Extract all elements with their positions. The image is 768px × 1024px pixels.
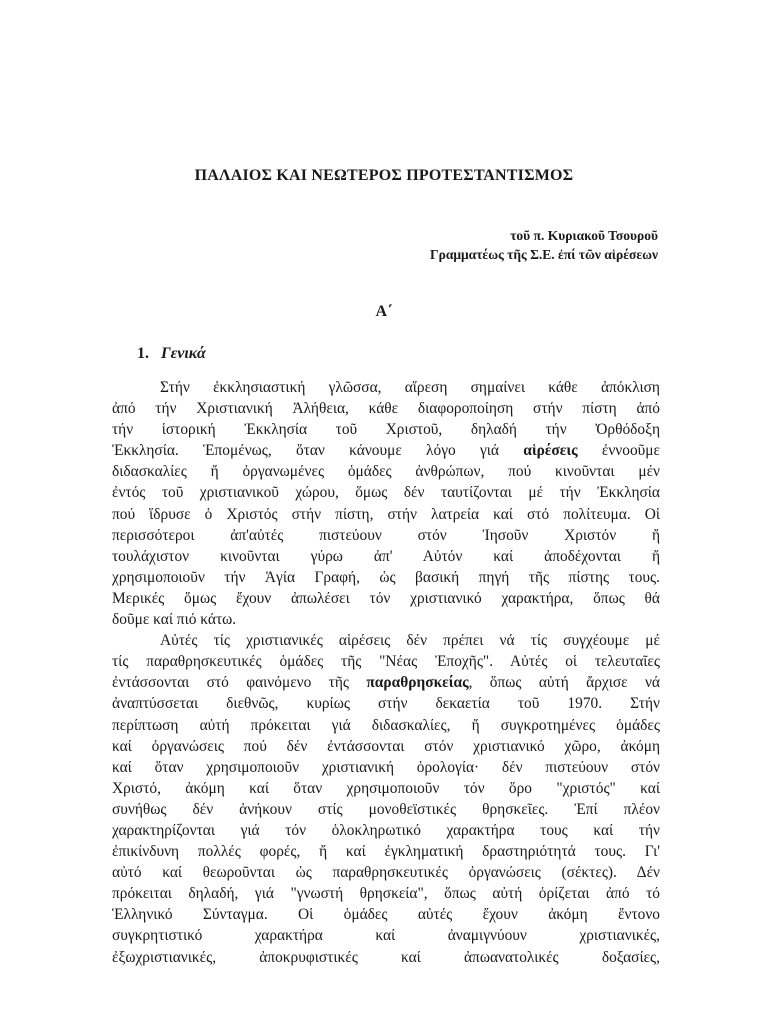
body-line: Ἐκκλησία. Ἑπομένως, ὅταν κάνουμε λόγο γιά αἱρέσεις ἐννοοῦμε xyxy=(112,442,660,460)
body-line: ἐντάσσονται στό φαινόμενο τῆς παραθρησκείας, ὅπως αὐτή ἄρχισε νά xyxy=(112,674,660,692)
author-block xyxy=(430,226,658,264)
document-title: ΠΑΛΑΙΟΣ ΚΑΙ ΝΕΩΤΕΡΟΣ ΠΡΟΤΕΣΤΑΝΤΙΣΜΟΣ xyxy=(194,167,574,184)
section-heading xyxy=(137,345,206,363)
body-line: ἀναπτύσσεται διεθνῶς, κυρίως στήν δεκαετία τοῦ 1970. Στήν xyxy=(112,695,660,713)
body-line: συνήθως δέν ἀνήκουν στίς μονοθεϊστικές θρησκεῖες. Ἐπί πλέον xyxy=(112,800,660,818)
body-line: Χριστό, ἀκόμη καί ὅταν χρησιμοποιοῦν τόν ὅρο "χριστός" καί xyxy=(112,779,660,797)
body-line: ἀπό τήν Χριστιανική Ἀλήθεια, κάθε διαφοροποίηση στήν πίστη ἀπό xyxy=(112,400,660,418)
body-line: συγκρητιστικό χαρακτήρα καί ἀναμιγνύουν χριστιανικές, xyxy=(112,927,660,945)
body-line: Στήν ἐκκλησιαστική γλῶσσα, αἵρεση σημαίνει κάθε ἀπόκλιση xyxy=(160,379,660,396)
section-mark: Α΄ xyxy=(375,303,393,320)
body-line: χαρακτηρίζονται γιά τόν ὁλοκληρωτικό χαρακτήρα τους καί τήν xyxy=(112,821,660,839)
bold-term: παραθρησκείας xyxy=(366,674,469,692)
body-line: ἐπικίνδυνη πολλές φορές, ἤ καί ἐγκληματική δραστηριότητά τους. Γι' xyxy=(112,843,660,861)
body-line: τήν ἱστορική Ἐκκλησία τοῦ Χριστοῦ, δηλαδή τήν Ὀρθόδοξη xyxy=(112,421,660,439)
body-text xyxy=(112,377,660,968)
body-line: καί ὀργανώσεις πού δέν ἐντάσσονται στόν χριστιανικό χῶρο, ἀκόμη xyxy=(112,737,660,755)
body-line: περίπτωση αὐτή πρόκειται γιά διδασκαλίες, ἤ συγκροτημένες ὁμάδες xyxy=(112,716,660,734)
body-line: Ἑλληνικό Σύνταγμα. Οἱ ὁμάδες αὐτές ἔχουν ἀκόμη ἔντονο xyxy=(112,906,660,924)
body-line: ἐξωχριστιανικές, ἀποκρυφιστικές καί ἀπωανατολικές δοξασίες, xyxy=(112,948,660,966)
body-line: περισσότεροι ἀπ'αὐτές πιστεύουν στόν Ἰησοῦν Χριστόν ἤ xyxy=(112,526,660,544)
heading-text: Γενικά xyxy=(161,345,206,362)
body-line: αὐτό καί θεωροῦνται ὡς παραθρησκευτικές ὀργανώσεις (σέκτες). Δέν xyxy=(112,864,660,882)
body-line: ἐντός τοῦ χριστιανικοῦ χώρου, ὅμως δέν ταυτίζονται μέ τήν Ἐκκλησία xyxy=(112,484,660,502)
body-line: πρόκειται δηλαδή, γιά "γνωστή θρησκεία", ὅπως αὐτή ὁρίζεται ἀπό τό xyxy=(112,885,660,903)
body-line: πού ἵδρυσε ὁ Χριστός στήν πίστη, στήν λατρεία καί στό πολίτευμα. Οἱ xyxy=(112,505,660,523)
bold-term: αἱρέσεις xyxy=(523,442,578,460)
body-line: Αὐτές τίς χριστιανικές αἱρέσεις δέν πρέπει νά τίς συγχέουμε μέ xyxy=(160,632,660,650)
heading-number: 1. xyxy=(137,345,149,362)
body-line: τίς παραθρησκευτικές ὁμάδες τῆς "Νέας Ἐποχῆς". Αὐτές οἱ τελευταῖες xyxy=(112,653,660,671)
body-line: διδασκαλίες ἤ ὀργανωμένες ὁμάδες ἀνθρώπων, πού κινοῦνται μέν xyxy=(112,463,660,481)
body-line: τουλάχιστον κινοῦνται γύρω ἀπ' Αὐτόν καί ἀποδέχονται ἤ xyxy=(112,547,660,565)
body-line: Μερικές ὅμως ἔχουν ἀπωλέσει τόν χριστιανικό χαρακτήρα, ὅπως θά xyxy=(112,589,660,607)
author-name: τοῦ π. Κυριακοῦ Τσουροῦ xyxy=(510,228,658,243)
body-line: δοῦμε καί πιό κάτω. xyxy=(112,611,237,629)
body-line: καί ὅταν χρησιμοποιοῦν χριστιανική ὁρολογία· δέν πιστεύουν στόν xyxy=(112,758,660,776)
author-role: Γραμματέως τῆς Σ.Ε. ἐπί τῶν αἱρέσεων xyxy=(430,247,658,262)
body-line: χρησιμοποιοῦν τήν Ἁγία Γραφή, ὡς βασική πηγή τῆς πίστης τους. xyxy=(112,568,660,586)
